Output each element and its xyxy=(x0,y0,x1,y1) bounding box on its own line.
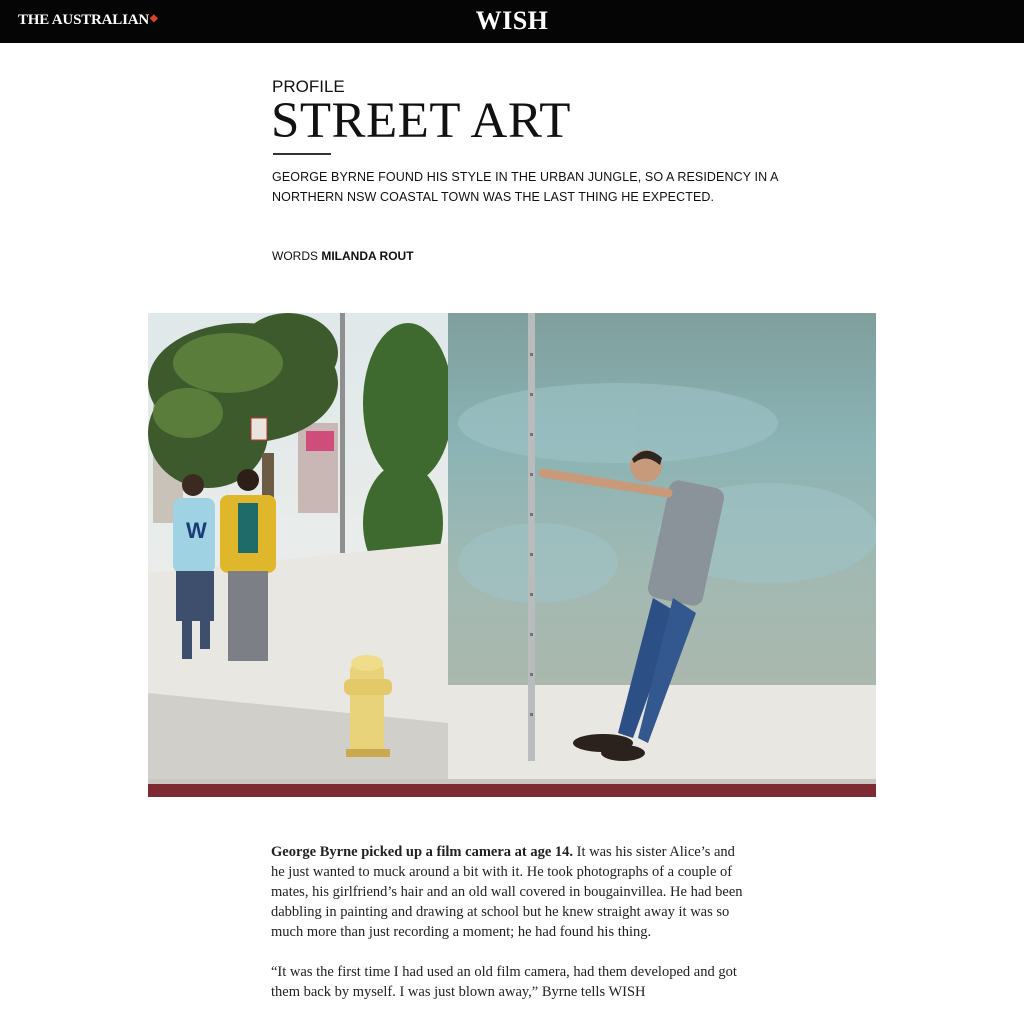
body-paragraph-1 xyxy=(271,842,751,942)
article-standfirst: GEORGE BYRNE FOUND HIS STYLE IN THE URBAN JUNGLE, SO A RESIDENCY IN A NORTHERN NSW COASTAL TOWN WAS THE LAST THING HE EXPECTED. xyxy=(272,170,778,204)
paragraph-text: It was his sister Alice’s and he just wanted to muck around a bit with it. He took photographs of a couple of mates, his girlfriend’s hair and an old wall covered in bougainvillea. He had been dabbling in painting and drawing at school but he knew straight away it was so much more than just recording a moment; he had found his thing. xyxy=(271,844,743,940)
svg-text:W: W xyxy=(186,518,207,543)
publication-name: THE AUSTRALIAN xyxy=(18,12,149,28)
article-headline: STREET ART xyxy=(271,93,571,149)
byline-author: MILANDA ROUT xyxy=(321,249,414,263)
section-logo[interactable]: WISH xyxy=(475,6,549,35)
masthead-bar xyxy=(0,0,1024,43)
byline-prefix: WORDS xyxy=(272,249,318,263)
paragraph-lead: George Byrne picked up a film camera at age 14. xyxy=(271,844,574,860)
article-byline xyxy=(272,249,414,263)
headline-divider xyxy=(273,153,331,155)
body-paragraph-2: “It was the first time I had used an old film camera, had them developed and got them back by myself. I was just blown away,” Byrne tells WISH xyxy=(271,964,737,1000)
article-hero-photo xyxy=(148,313,876,797)
article-kicker: PROFILE xyxy=(272,77,345,96)
sun-logo-icon: ◆ xyxy=(149,13,158,24)
article-body xyxy=(271,842,751,1022)
